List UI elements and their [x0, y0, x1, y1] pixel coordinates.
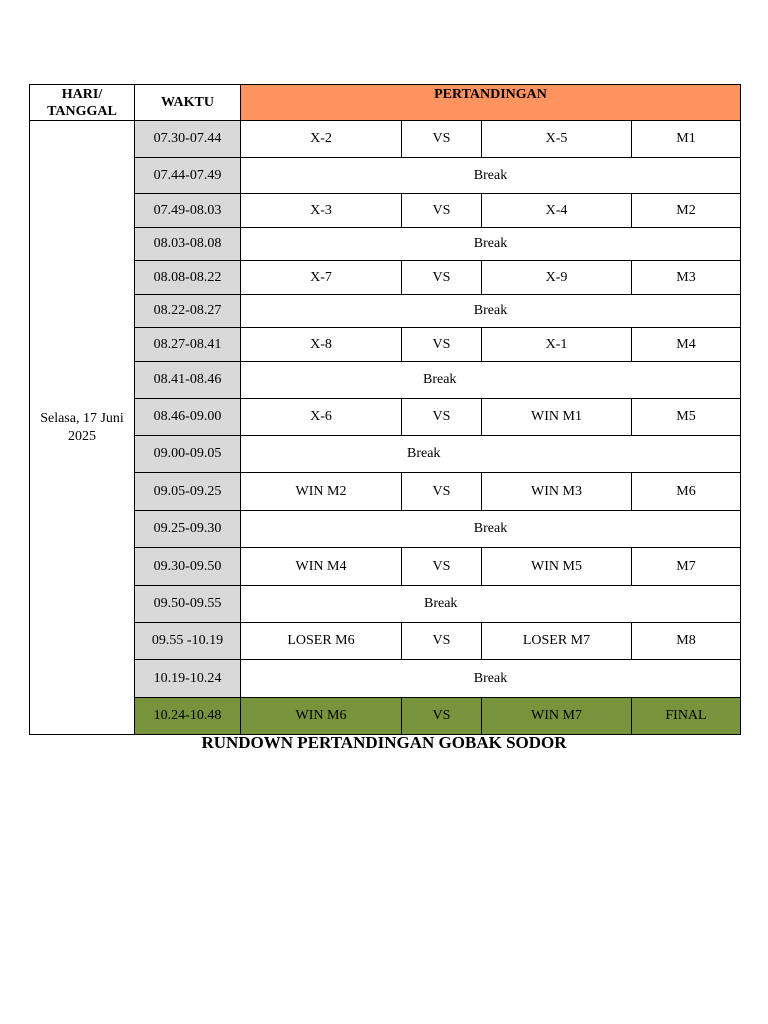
team-a-cell: X-6 — [241, 399, 402, 436]
break-cell: Break — [241, 511, 741, 548]
time-cell: 10.24-10.48 — [135, 698, 241, 735]
team-a-cell: X-7 — [241, 261, 402, 295]
break-cell: Break — [241, 362, 741, 399]
time-cell: 09.00-09.05 — [135, 436, 241, 473]
time-cell: 09.05-09.25 — [135, 473, 241, 511]
vs-cell: VS — [402, 399, 482, 436]
match-row — [30, 473, 741, 511]
document-title: RUNDOWN PERTANDINGAN GOBAK SODOR — [201, 733, 567, 752]
vs-cell: VS — [402, 194, 482, 228]
vs-cell: VS — [402, 548, 482, 586]
break-cell: Break — [241, 586, 741, 623]
break-row — [30, 586, 741, 623]
break-row — [30, 362, 741, 399]
time-cell: 09.25-09.30 — [135, 511, 241, 548]
time-cell: 08.27-08.41 — [135, 328, 241, 362]
match-code-cell: M5 — [632, 399, 741, 436]
team-a-cell: LOSER M6 — [241, 623, 402, 660]
match-code-cell: M7 — [632, 548, 741, 586]
break-cell: Break — [241, 660, 741, 698]
time-cell: 09.30-09.50 — [135, 548, 241, 586]
match-row — [30, 121, 741, 158]
team-b-cell: LOSER M7 — [482, 623, 632, 660]
match-code-cell: M4 — [632, 328, 741, 362]
time-cell: 08.46-09.00 — [135, 399, 241, 436]
match-code-cell: M3 — [632, 261, 741, 295]
team-a-cell: WIN M6 — [241, 698, 402, 735]
match-row — [30, 399, 741, 436]
team-b-cell: X-4 — [482, 194, 632, 228]
team-a-cell: X-2 — [241, 121, 402, 158]
break-row — [30, 158, 741, 194]
team-b-cell: WIN M1 — [482, 399, 632, 436]
rundown-table — [29, 84, 741, 735]
match-row — [30, 194, 741, 228]
match-code-cell: M8 — [632, 623, 741, 660]
break-cell: Break — [241, 228, 741, 261]
team-a-cell: X-8 — [241, 328, 402, 362]
team-a-cell: X-3 — [241, 194, 402, 228]
day-cell: Selasa, 17 Juni 2025 — [30, 121, 135, 735]
match-code-cell: M1 — [632, 121, 741, 158]
time-cell: 09.55 -10.19 — [135, 623, 241, 660]
team-b-cell: WIN M5 — [482, 548, 632, 586]
match-code-cell: M6 — [632, 473, 741, 511]
header-day: HARI/ TANGGAL — [30, 85, 135, 121]
break-row — [30, 660, 741, 698]
match-code-cell: M2 — [632, 194, 741, 228]
time-cell: 08.03-08.08 — [135, 228, 241, 261]
team-b-cell: X-9 — [482, 261, 632, 295]
vs-cell: VS — [402, 698, 482, 735]
team-b-cell: WIN M3 — [482, 473, 632, 511]
break-row — [30, 295, 741, 328]
match-row — [30, 328, 741, 362]
break-row — [30, 511, 741, 548]
match-code-cell: FINAL — [632, 698, 741, 735]
header-time: WAKTU — [135, 85, 241, 121]
break-cell: Break — [241, 436, 741, 473]
time-cell: 08.41-08.46 — [135, 362, 241, 399]
match-row — [30, 261, 741, 295]
time-cell: 08.08-08.22 — [135, 261, 241, 295]
time-cell: 07.44-07.49 — [135, 158, 241, 194]
time-cell: 07.30-07.44 — [135, 121, 241, 158]
time-cell: 07.49-08.03 — [135, 194, 241, 228]
team-b-cell: X-1 — [482, 328, 632, 362]
match-row — [30, 548, 741, 586]
vs-cell: VS — [402, 121, 482, 158]
vs-cell: VS — [402, 623, 482, 660]
break-row — [30, 228, 741, 261]
team-b-cell: X-5 — [482, 121, 632, 158]
final-row — [30, 698, 741, 735]
time-cell: 10.19-10.24 — [135, 660, 241, 698]
header-row — [30, 85, 741, 121]
time-cell: 08.22-08.27 — [135, 295, 241, 328]
break-row — [30, 436, 741, 473]
break-cell: Break — [241, 158, 741, 194]
vs-cell: VS — [402, 261, 482, 295]
team-a-cell: WIN M4 — [241, 548, 402, 586]
team-b-cell: WIN M7 — [482, 698, 632, 735]
vs-cell: VS — [402, 328, 482, 362]
match-row — [30, 623, 741, 660]
vs-cell: VS — [402, 473, 482, 511]
break-cell: Break — [241, 295, 741, 328]
header-match: PERTANDINGAN — [241, 85, 741, 121]
team-a-cell: WIN M2 — [241, 473, 402, 511]
time-cell: 09.50-09.55 — [135, 586, 241, 623]
